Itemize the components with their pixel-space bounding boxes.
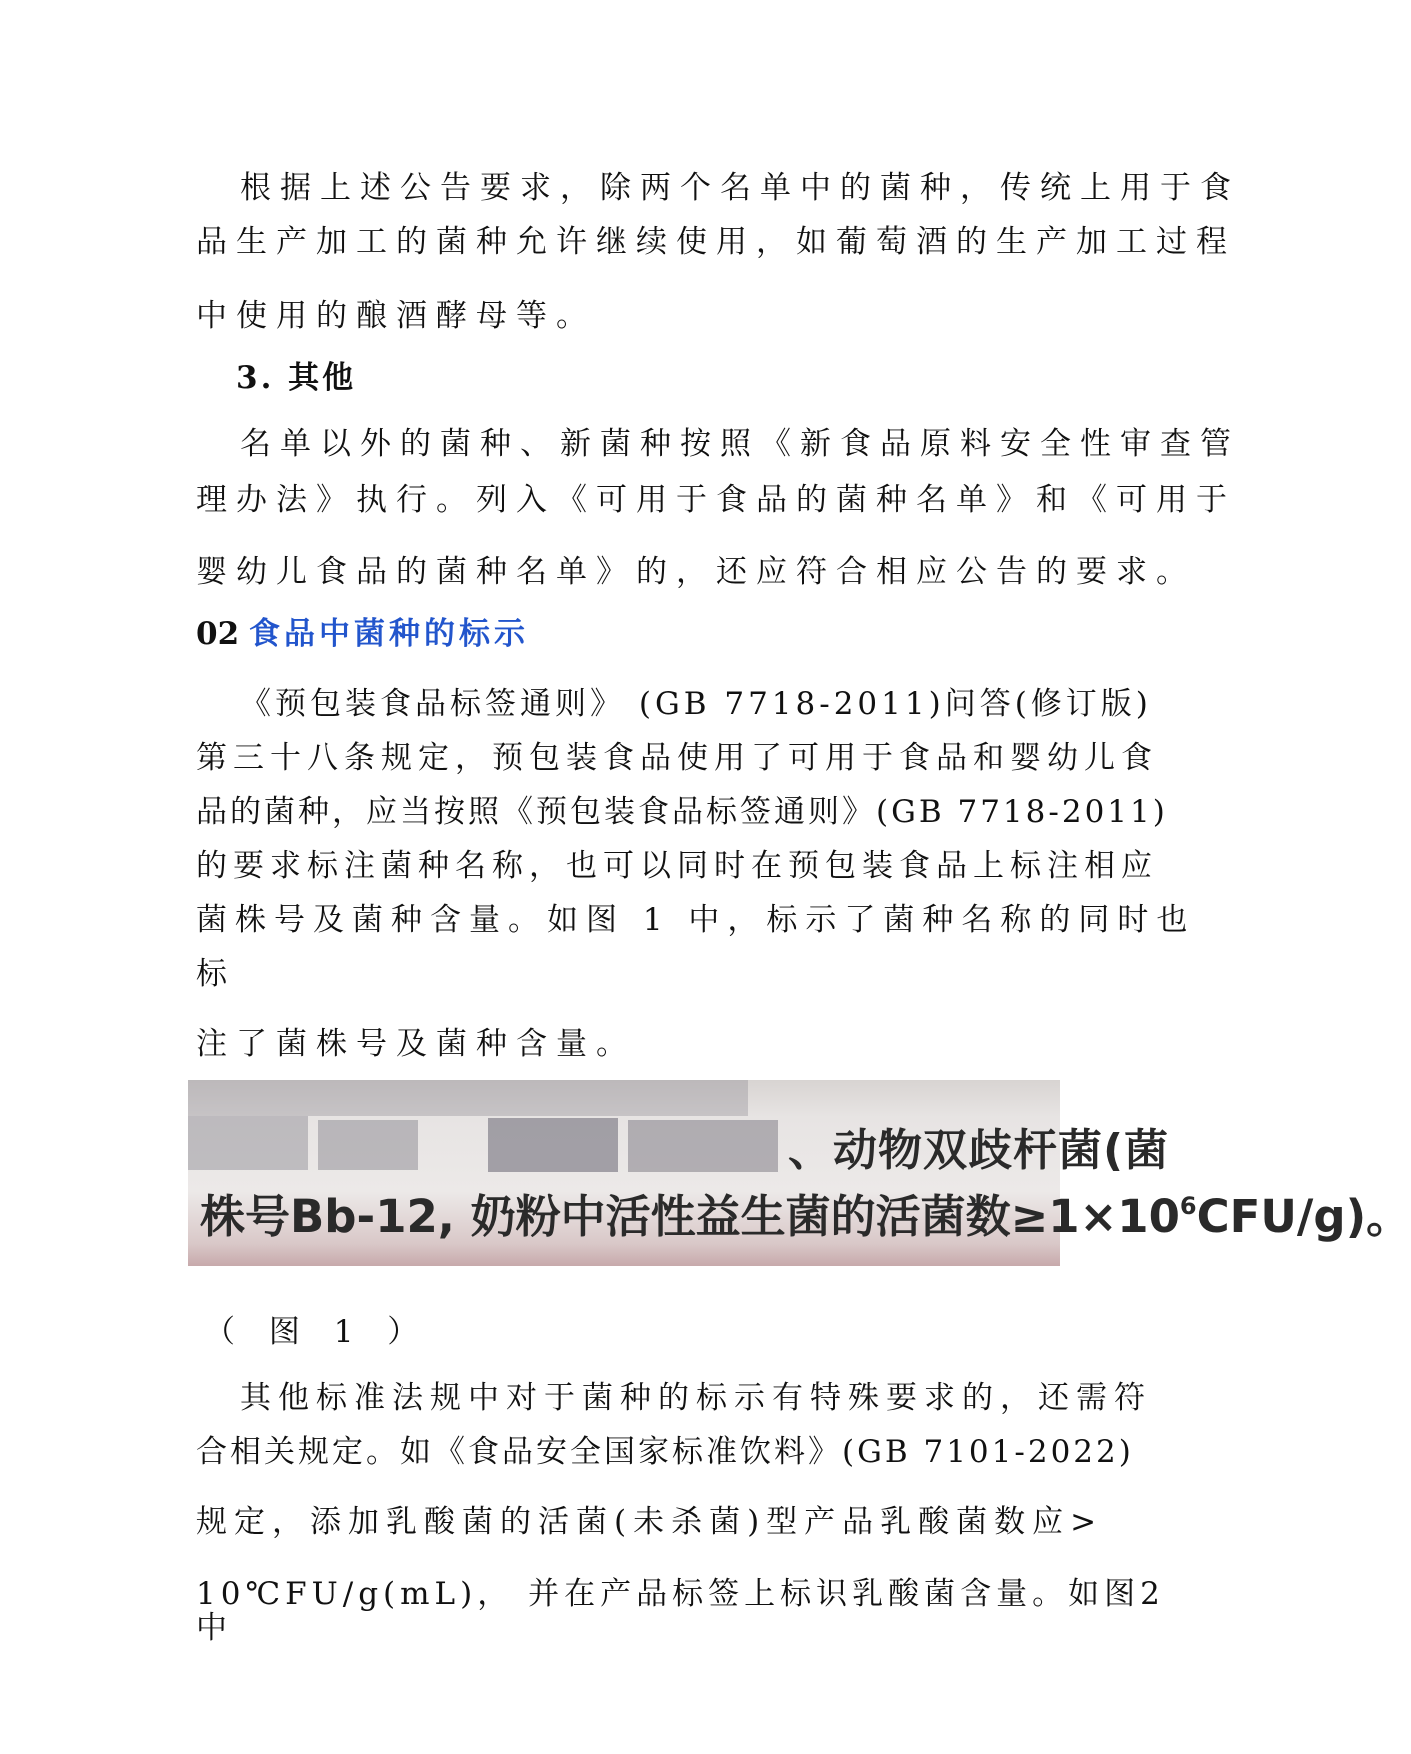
paragraph-line: 婴幼儿食品的菌种名单》的，还应符合相应公告的要求。 [196,554,1196,590]
blurred-region [188,1080,748,1116]
label-text-line2: 株号Bb-12, 奶粉中活性益生菌的活菌数$\ge 1\times 10^6CFU/g$)。 [200,1190,1411,1243]
blurred-region [488,1118,618,1172]
paragraph-line: 中 [196,1610,236,1646]
paragraph-line: 品生产加工的菌种允许继续使用，如葡萄酒的生产加工过程 [196,224,1236,260]
section-number: 02 [196,616,240,652]
subheading: 3. 其他 [236,360,357,396]
blurred-region [628,1120,778,1172]
paragraph-line: 标 [196,956,236,992]
paragraph-line: 菌株号及菌种含量。如图 1 中，标示了菌种名称的同时也 [196,902,1196,938]
paragraph-line: 品的菌种，应当按照《预包装食品标签通则》(GB 7718-2011) [196,794,1168,830]
paragraph-line: 其他标准法规中对于菌种的标示有特殊要求的，还需符 [240,1380,1152,1416]
paragraph-line: 《预包装食品标签通则》 (GB 7718-2011)问答(修订版) [240,686,1152,722]
figure-caption: （ 图 1 ） [204,1314,431,1350]
blurred-region [318,1120,418,1170]
paragraph-line: 10℃FU/g(mL)， 并在产品标签上标识乳酸菌含量。如图2 [196,1576,1165,1612]
paragraph-line: 合相关规定。如《食品安全国家标准饮料》(GB 7101-2022) [196,1434,1134,1470]
label-text-line1: 、动物双歧杆菌(菌 [788,1125,1170,1176]
paragraph-line: 第三十八条规定，预包装食品使用了可用于食品和婴幼儿食 [196,740,1158,776]
product-label-photo [188,1080,1411,1266]
paragraph-line: 名单以外的菌种、新菌种按照《新食品原料安全性审查管 [240,426,1240,462]
paragraph-line: 的要求标注菌种名称，也可以同时在预包装食品上标注相应 [196,848,1158,884]
section-heading [196,614,1056,654]
paragraph-line: 根据上述公告要求，除两个名单中的菌种，传统上用于食 [240,170,1240,206]
paragraph-line: 理办法》执行。列入《可用于食品的菌种名单》和《可用于 [196,482,1236,518]
paragraph-line: 规定，添加乳酸菌的活菌(未杀菌)型产品乳酸菌数应> [196,1504,1104,1540]
paragraph-line: 注了菌株号及菌种含量。 [196,1026,636,1062]
blurred-region [188,1116,308,1170]
section-title: 食品中菌种的标示 [249,616,529,652]
paragraph-line: 中使用的酿酒酵母等。 [196,298,596,334]
